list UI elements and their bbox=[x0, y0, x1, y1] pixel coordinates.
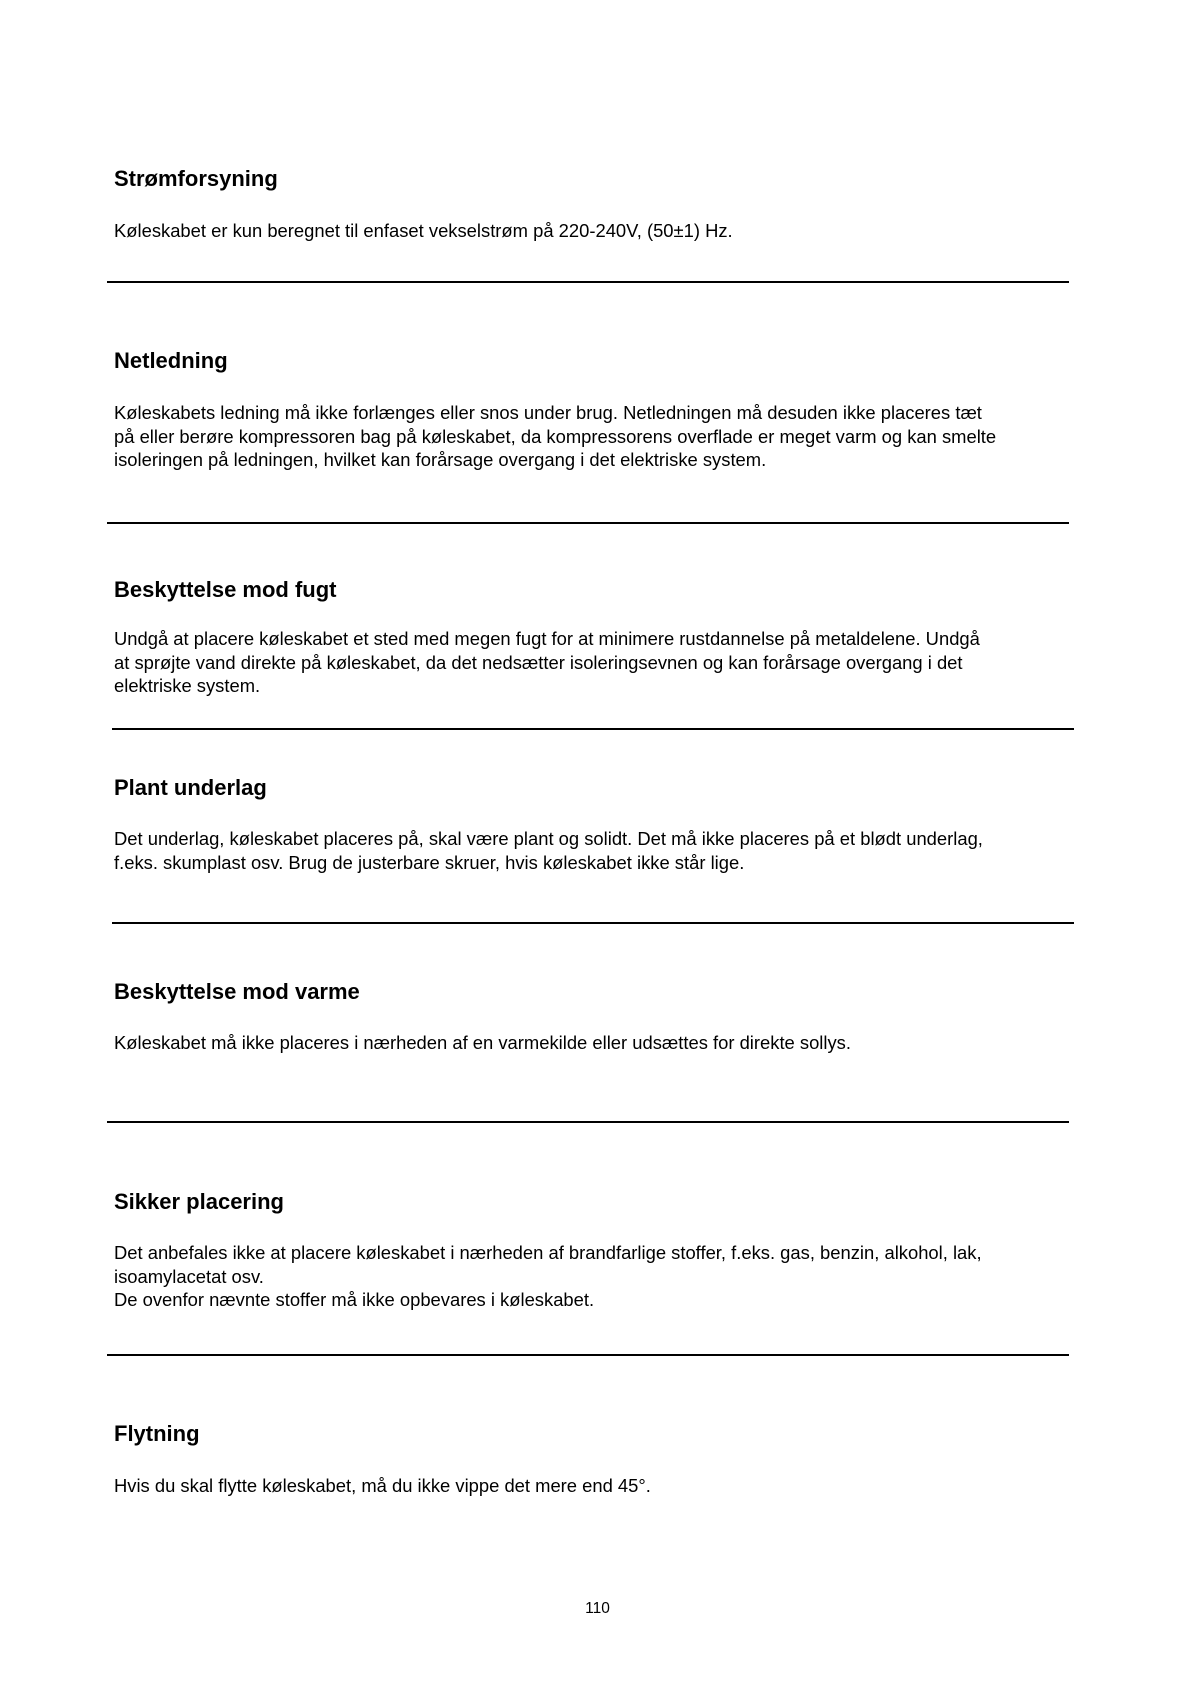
body-line: Køleskabets ledning må ikke forlænges eller snos under brug. Netledningen må desuden ikke placeres tæt bbox=[114, 402, 982, 423]
body-line: isoamylacetat osv. bbox=[114, 1265, 264, 1287]
body-line: isoleringen på ledningen, hvilket kan forårsage overgang i det elektriske system. bbox=[114, 449, 767, 470]
section-divider bbox=[107, 522, 1069, 524]
section-body bbox=[114, 1031, 851, 1055]
section-heading: Flytning bbox=[114, 1421, 200, 1446]
section-divider bbox=[112, 728, 1074, 730]
section-heading: Plant underlag bbox=[114, 775, 267, 800]
body-line: Køleskabet er kun beregnet til enfaset vekselstrøm på 220-240V, (50±1) Hz. bbox=[114, 220, 733, 241]
body-line: Det anbefales ikke at placere køleskabet i nærheden af brandfarlige stoffer, f.eks. gas, benzin, alkohol, lak, bbox=[114, 1242, 982, 1263]
section-heading: Beskyttelse mod varme bbox=[114, 979, 360, 1004]
section-divider bbox=[107, 1121, 1069, 1123]
section-divider bbox=[107, 1354, 1069, 1356]
section-heading: Sikker placering bbox=[114, 1189, 284, 1214]
page-number: 110 bbox=[585, 1600, 610, 1617]
section-heading: Beskyttelse mod fugt bbox=[114, 577, 337, 602]
section-heading: Strømforsyning bbox=[114, 166, 278, 191]
section-body bbox=[114, 401, 996, 472]
body-line: på eller berøre kompressoren bag på køleskabet, da kompressorens overflade er meget varm og kan smelte bbox=[114, 425, 997, 447]
section-body bbox=[114, 827, 983, 874]
body-line: De ovenfor nævnte stoffer må ikke opbevares i køleskabet. bbox=[114, 1289, 595, 1310]
body-line: elektriske system. bbox=[114, 675, 261, 696]
body-line: Undgå at placere køleskabet et sted med megen fugt for at minimere rustdannelse på metaldelene. Undgå bbox=[114, 628, 980, 649]
section-divider bbox=[107, 281, 1069, 283]
body-line: Køleskabet må ikke placeres i nærheden af en varmekilde eller udsættes for direkte sollys. bbox=[114, 1032, 851, 1053]
section-heading: Netledning bbox=[114, 348, 228, 373]
section-body bbox=[114, 1241, 982, 1312]
section-body bbox=[114, 1474, 651, 1498]
section-divider bbox=[112, 922, 1074, 924]
section-body bbox=[114, 219, 733, 243]
body-line: Hvis du skal flytte køleskabet, må du ikke vippe det mere end 45°. bbox=[114, 1475, 651, 1496]
body-line: Det underlag, køleskabet placeres på, skal være plant og solidt. Det må ikke placeres på et blødt underlag, bbox=[114, 828, 983, 849]
body-line: f.eks. skumplast osv. Brug de justerbare skruer, hvis køleskabet ikke står lige. bbox=[114, 851, 745, 873]
body-line: at sprøjte vand direkte på køleskabet, da det nedsætter isoleringsevnen og kan forårsage overgang i det bbox=[114, 651, 963, 673]
section-body bbox=[114, 627, 980, 698]
